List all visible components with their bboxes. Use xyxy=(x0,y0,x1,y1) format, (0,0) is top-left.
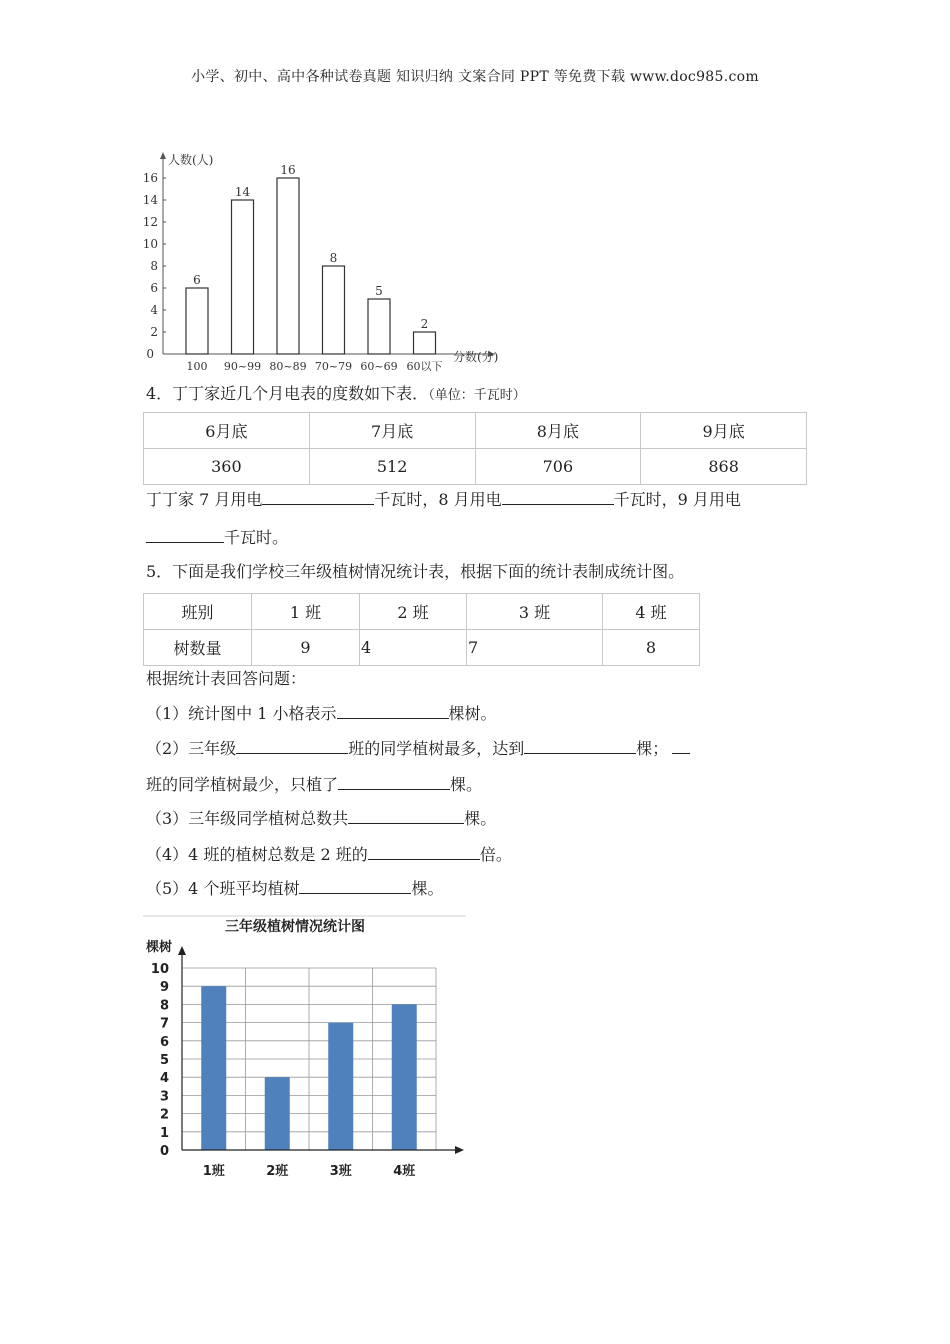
bar xyxy=(265,1077,290,1150)
table-cell: 706 xyxy=(475,449,641,485)
chart1-ylabel: 人数(人) xyxy=(168,153,214,167)
table-header-cell: 4 班 xyxy=(603,594,700,630)
x-tick-label: 80~89 xyxy=(269,360,307,373)
answer-blank[interactable] xyxy=(299,877,411,894)
y-tick-label: 8 xyxy=(159,998,169,1014)
bar xyxy=(323,266,345,354)
y-tick-label: 6 xyxy=(150,281,158,295)
bar-value-label: 8 xyxy=(329,251,338,265)
y-tick-label: 10 xyxy=(142,237,158,251)
table-header-cell: 9月底 xyxy=(641,413,807,449)
y-tick-label: 3 xyxy=(159,1089,169,1105)
table-header-cell: 8月底 xyxy=(475,413,641,449)
q4-line2: 千瓦时。 xyxy=(146,526,288,549)
x-tick-label: 1班 xyxy=(202,1164,225,1179)
table-header-cell: 3 班 xyxy=(467,594,603,630)
x-tick-label: 90~99 xyxy=(223,360,262,373)
bar-value-label: 16 xyxy=(280,163,296,177)
q5-title: 5．下面是我们学校三年级植树情况统计表，根据下面的统计表制成统计图。 xyxy=(146,562,685,581)
y-tick-label: 4 xyxy=(159,1071,169,1087)
x-tick-label: 60~69 xyxy=(360,360,398,373)
tree-table xyxy=(143,593,700,666)
y-tick-label: 5 xyxy=(159,1053,169,1068)
y-tick-label: 2 xyxy=(159,1107,169,1123)
y-tick-label: 8 xyxy=(150,259,158,273)
x-tick-label: 100 xyxy=(186,360,208,373)
y-tick-label: 10 xyxy=(150,962,169,977)
answer-blank[interactable] xyxy=(368,843,480,860)
answer-blank[interactable] xyxy=(338,773,450,790)
x-tick-label: 4班 xyxy=(393,1164,416,1179)
table-cell: 树数量 xyxy=(144,630,252,666)
q5-sub1: （1）统计图中 1 小格表示 棵树。 xyxy=(146,704,497,723)
chart2-ylabel: 棵树 xyxy=(146,940,173,955)
q5-sub5: （5）4 个班平均植树 棵。 xyxy=(146,879,444,898)
y-axis-arrow xyxy=(160,152,166,159)
y-tick-label: 7 xyxy=(159,1016,169,1032)
table-header-cell: 6月底 xyxy=(144,413,310,449)
page-header: 小学、初中、高中各种试卷真题 知识归纳 文案合同 PPT 等免费下载 www.doc985.com xyxy=(191,69,759,85)
table-cell: 360 xyxy=(144,449,310,485)
answer-blank[interactable] xyxy=(337,702,449,719)
x-tick-label: 2班 xyxy=(266,1164,289,1179)
answer-blank[interactable] xyxy=(524,737,636,754)
bar-value-label: 2 xyxy=(420,317,429,331)
q4-title: 4．丁丁家近几个月电表的度数如下表．（单位：千瓦时） xyxy=(146,384,526,403)
answer-blank[interactable] xyxy=(672,737,690,754)
bar xyxy=(232,200,254,354)
score-bar-chart xyxy=(140,148,520,373)
y-tick-label: 6 xyxy=(159,1034,169,1050)
y-axis-arrow xyxy=(178,946,186,955)
answer-blank[interactable] xyxy=(262,488,374,505)
bar xyxy=(186,288,208,354)
answer-blank[interactable] xyxy=(502,488,614,505)
chart1-xlabel: 分数(分) xyxy=(453,350,499,364)
y-tick-label: 12 xyxy=(142,215,158,229)
electricity-table xyxy=(143,412,807,485)
q5-sub3: （3）三年级同学植树总数共 棵。 xyxy=(146,809,497,828)
y-tick-label: 0 xyxy=(146,347,154,361)
table-cell: 8 xyxy=(603,630,700,666)
bar xyxy=(368,299,390,354)
chart2-title: 三年级植树情况统计图 xyxy=(225,919,365,935)
table-header-cell: 班别 xyxy=(144,594,252,630)
table-cell: 868 xyxy=(641,449,807,485)
answer-blank[interactable] xyxy=(236,737,348,754)
bar xyxy=(414,332,436,354)
q4-unit: （单位：千瓦时） xyxy=(428,388,526,403)
table-cell: 4 xyxy=(360,630,467,666)
table-header-cell: 2 班 xyxy=(360,594,467,630)
table-cell: 7 xyxy=(467,630,603,666)
answer-blank[interactable] xyxy=(348,807,464,824)
bar-value-label: 6 xyxy=(193,273,201,287)
x-tick-label: 3班 xyxy=(329,1164,352,1179)
q5-sub4: （4）4 班的植树总数是 2 班的 倍。 xyxy=(146,845,512,864)
x-tick-label: 60以下 xyxy=(406,360,443,373)
table-cell: 512 xyxy=(309,449,475,485)
bar xyxy=(201,986,226,1150)
q4-line1: 丁丁家 7 月用电 千瓦时，8 月用电 千瓦时，9 月用电 xyxy=(146,490,741,509)
y-tick-label: 2 xyxy=(150,325,158,339)
y-tick-label: 4 xyxy=(150,303,158,317)
bar-value-label: 5 xyxy=(375,284,383,298)
y-tick-label: 16 xyxy=(142,171,158,185)
tree-bar-chart xyxy=(140,914,470,1184)
table-header-cell: 7月底 xyxy=(309,413,475,449)
q5-prompt: 根据统计表回答问题： xyxy=(146,669,307,688)
q5-sub2-cont: 班的同学植树最少，只植了 棵。 xyxy=(146,775,483,794)
y-tick-label: 14 xyxy=(142,193,158,207)
table-cell: 9 xyxy=(252,630,360,666)
bar xyxy=(392,1004,417,1150)
x-tick-label: 70~79 xyxy=(314,360,353,373)
y-tick-label: 9 xyxy=(159,980,169,996)
y-tick-label: 0 xyxy=(159,1144,169,1159)
bar xyxy=(277,178,299,354)
answer-blank[interactable] xyxy=(146,526,224,543)
y-tick-label: 1 xyxy=(159,1125,169,1141)
x-axis-arrow xyxy=(455,1146,464,1154)
table-header-cell: 1 班 xyxy=(252,594,360,630)
bar xyxy=(328,1023,353,1150)
q5-sub2: （2）三年级 班的同学植树最多，达到 棵； xyxy=(146,737,690,760)
bar-value-label: 14 xyxy=(234,185,251,199)
